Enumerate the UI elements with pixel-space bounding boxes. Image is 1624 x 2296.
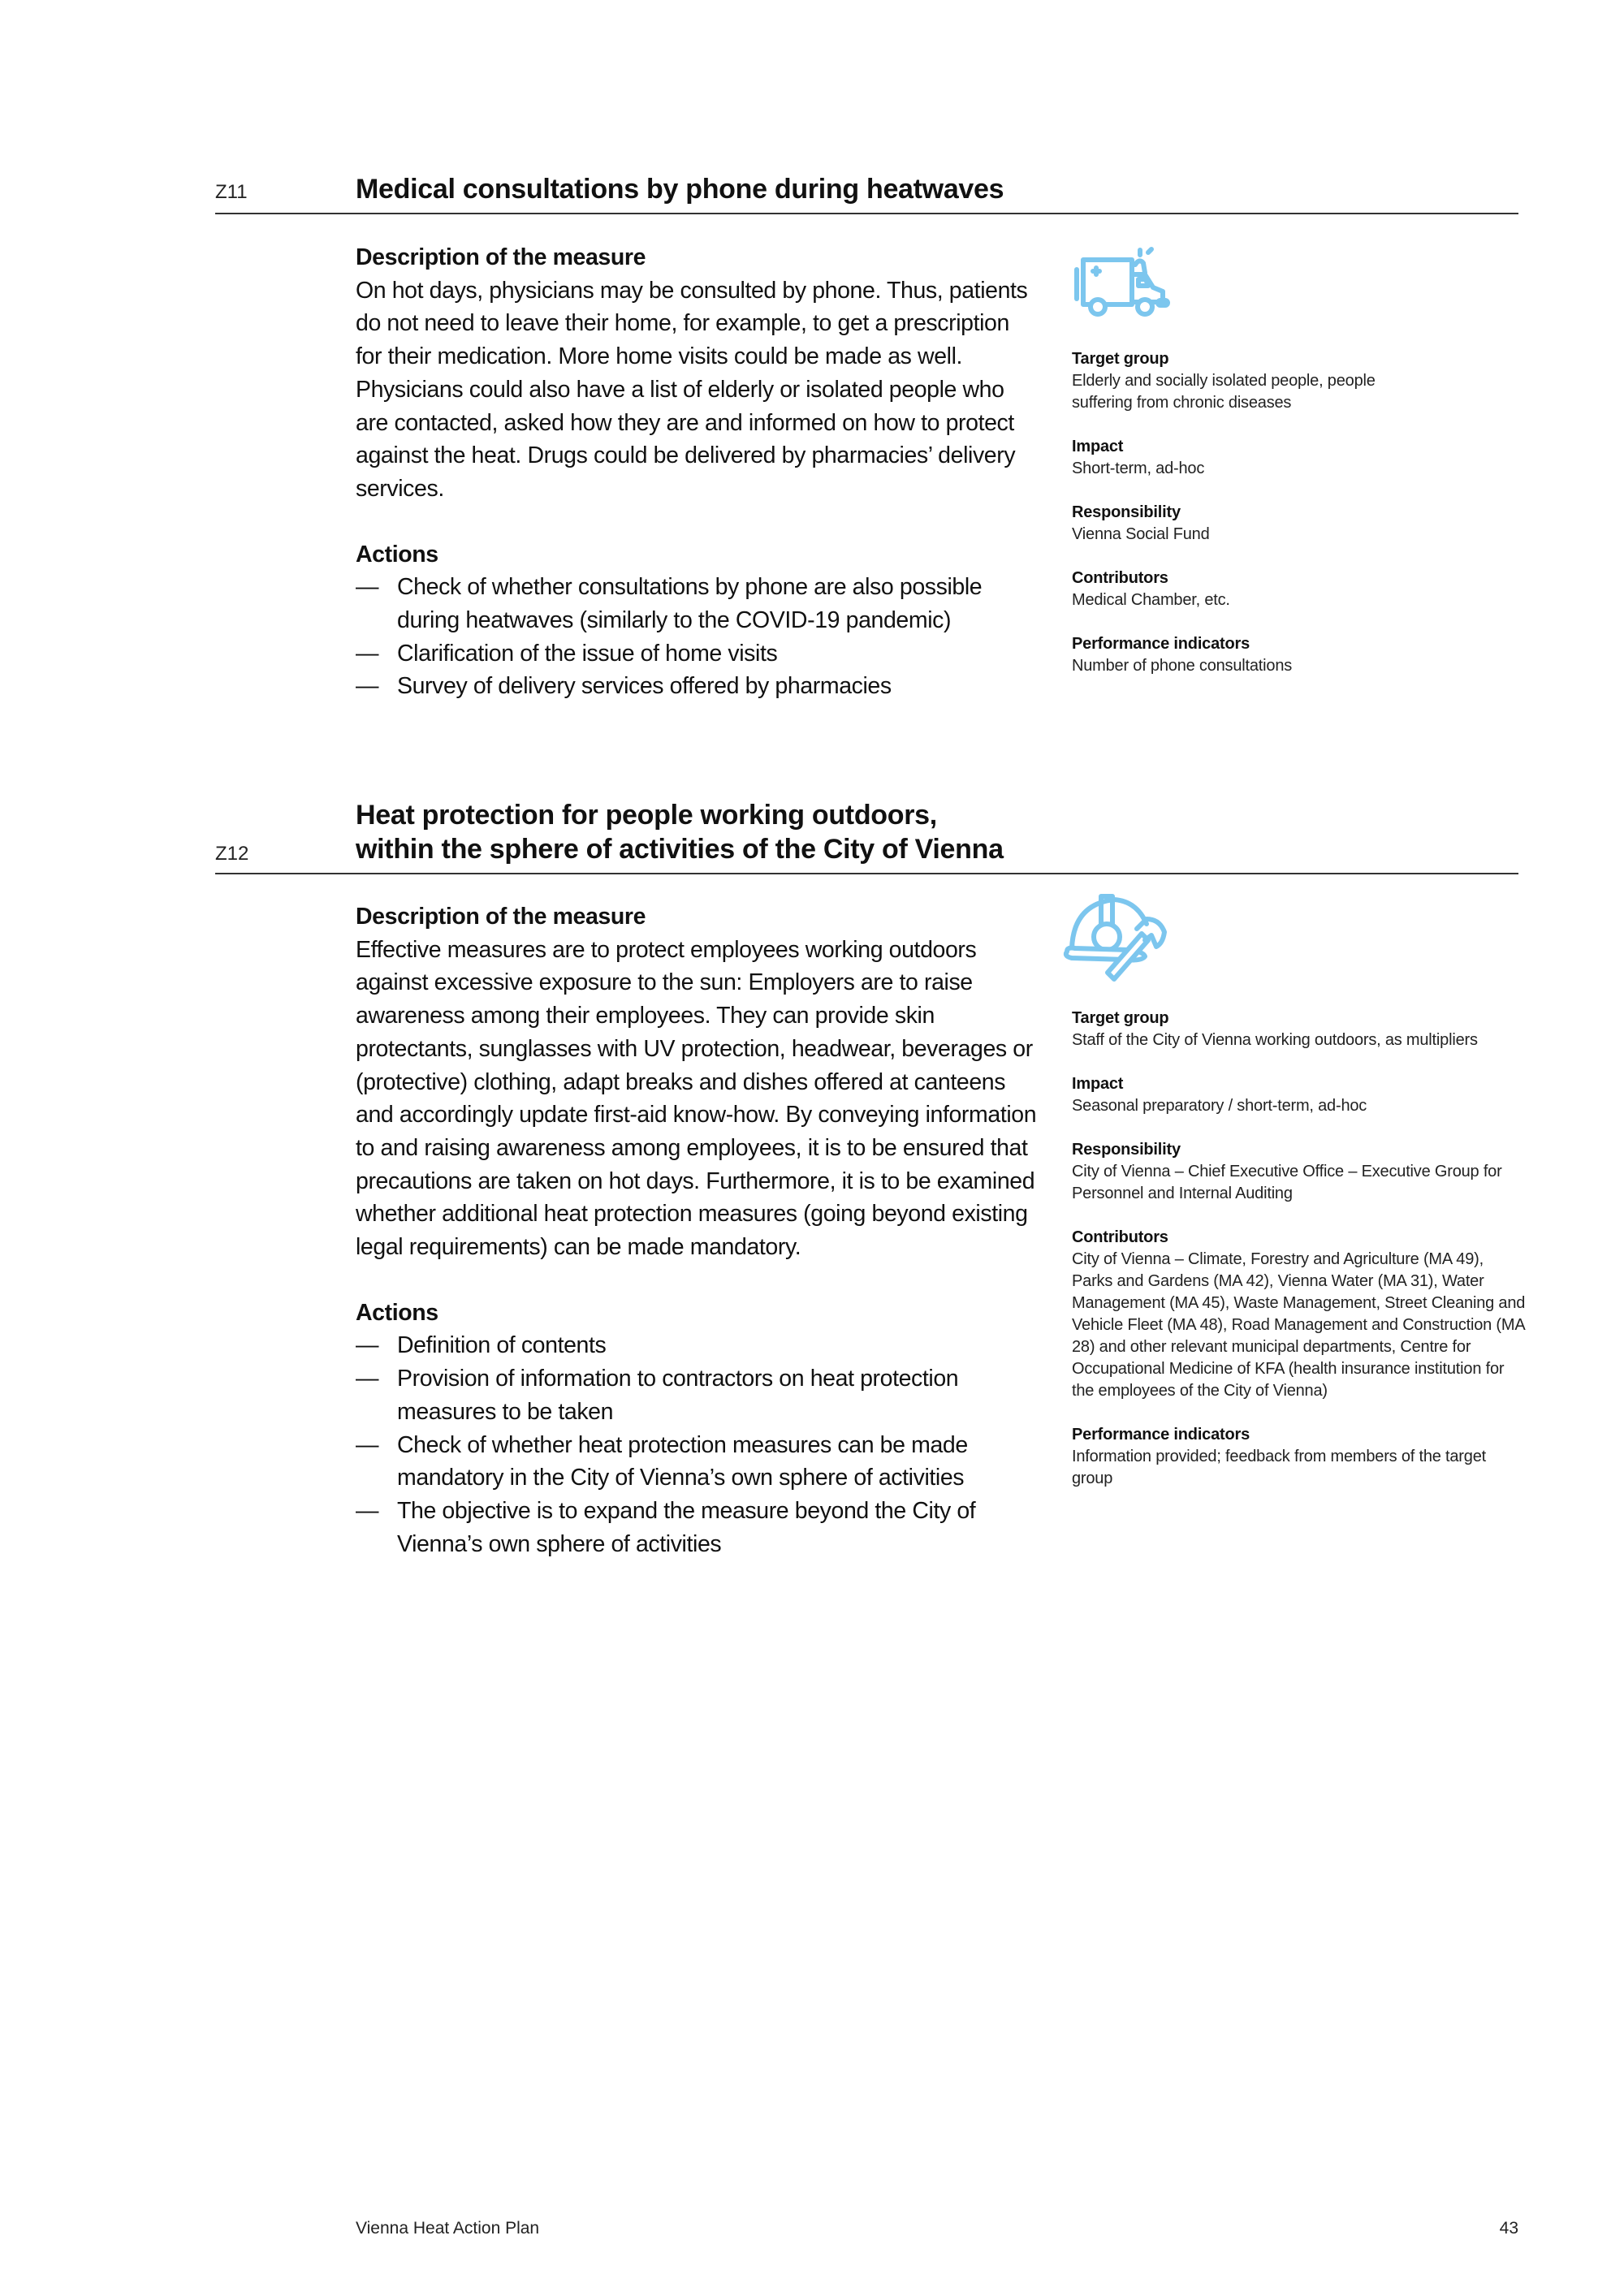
detail-label: Target group [1072,1009,1169,1027]
dash-bullet: — [356,673,379,700]
action-item [356,1495,1038,1560]
footer-publication-title: Vienna Heat Action Plan [356,2219,540,2238]
detail-label: Contributors [1072,1228,1168,1246]
detail-label: Responsibility [1072,1141,1181,1159]
measure-details [1072,348,1527,699]
page-number: 43 [1499,2219,1518,2238]
action-text: Check of whether consultations by phone are also possible during heatwaves (similarly to the COVID-19 pandemic) [397,574,983,634]
measure-details [1072,1008,1527,1512]
description-text: On hot days, physicians may be consulted by phone. Thus, patients do not need to leave their home, for example, to get a prescription for their medication. More home visits could be made as well. Physicians could also have a list of elderly or isolated people who are contacted, asked how they are and informed on how to protect against the heat. Drugs could be delivered by pharmacies’ delivery services. [356,277,1028,502]
detail-target-group [1072,1008,1527,1051]
detail-label: Impact [1072,1075,1124,1093]
detail-label: Responsibility [1072,503,1181,521]
detail-value: Staff of the City of Vienna working outdoors, as multipliers [1072,1031,1478,1049]
detail-impact [1072,436,1527,480]
detail-value: Number of phone consultations [1072,657,1293,675]
action-item [356,571,1038,637]
dash-bullet: — [356,1332,379,1359]
actions-heading: Actions [356,1299,438,1326]
detail-target-group [1072,348,1527,414]
action-item [356,1429,1038,1495]
measure-title [356,798,1004,866]
detail-value: City of Vienna – Climate, Forestry and Agriculture (MA 49), Parks and Gardens (MA 42), Vienna Water (MA 31), Water Management (MA 45), Waste Management, Street Cleaning and Vehicle Fleet (MA 48), Road Management and Construction (MA 28) and other relevant municipal departments, Centre for Occupational Medicine of KFA (health insurance institution for the employees of the City of Vienna) [1072,1250,1526,1400]
action-text: The objective is to expand the measure beyond the City of Vienna’s own sphere of activities [397,1497,976,1557]
action-item [356,670,1038,703]
measure-main-column [356,241,1038,703]
measure-code: Z12 [215,843,249,865]
detail-responsibility [1072,502,1527,546]
action-text: Clarification of the issue of home visits [397,640,778,667]
detail-value: City of Vienna – Chief Executive Office – Executive Group for Personnel and Internal Auditing [1072,1163,1502,1202]
action-item [356,637,1038,671]
title-line: Heat protection for people working outdoors, [356,800,937,831]
detail-value: Seasonal preparatory / short-term, ad-hoc [1072,1097,1367,1115]
divider [215,213,1518,214]
actions-block [356,538,1038,704]
detail-contributors [1072,1227,1527,1402]
detail-value: Information provided; feedback from members of the target group [1072,1448,1486,1487]
title-line: within the sphere of activities of the City of Vienna [356,834,1004,865]
dash-bullet: — [356,574,379,601]
dash-bullet: — [356,1431,379,1458]
measure-code: Z11 [215,181,248,203]
divider [215,873,1518,874]
ambulance-icon [1064,240,1177,318]
actions-block [356,1297,1038,1561]
action-text: Survey of delivery services offered by pharmacies [397,673,892,700]
detail-label: Impact [1072,438,1124,455]
action-text: Provision of information to contractors on heat protection measures to be taken [397,1366,959,1425]
detail-label: Target group [1072,350,1169,368]
dash-bullet: — [356,1497,379,1524]
detail-impact [1072,1073,1527,1117]
description-text: Effective measures are to protect employees working outdoors against excessive exposure to the sun: Employers are to raise awareness among their employees. They can provide skin protectants, sunglasses with UV protection, headwear, beverages or (protective) clothing, adapt breaks and dishes offered at canteens and accordingly update first-aid know-how. By conveying information to and raising awareness among employees, it is to be ensured that precautions are taken on hot days. Furthermore, it is to be examined whether additional heat protection measures (going beyond existing legal requirements) can be made mandatory. [356,936,1037,1261]
dash-bullet: — [356,1366,379,1392]
action-text: Definition of contents [397,1332,607,1359]
detail-label: Contributors [1072,569,1168,587]
action-item [356,1362,1038,1428]
hard-hat-hammer-icon [1056,893,1177,990]
title-line: Medical consultations by phone during heatwaves [356,174,1004,205]
detail-performance-indicators [1072,1424,1527,1490]
action-text: Check of whether heat protection measures can be made mandatory in the City of Vienna’s own sphere of activities [397,1431,968,1491]
description-heading: Description of the measure [356,244,646,270]
detail-value: Short-term, ad-hoc [1072,460,1205,477]
detail-value: Vienna Social Fund [1072,525,1210,543]
measure-main-column [356,900,1038,1560]
detail-contributors [1072,568,1527,611]
detail-responsibility [1072,1139,1527,1205]
detail-performance-indicators [1072,633,1527,677]
detail-value: Medical Chamber, etc. [1072,591,1230,609]
detail-label: Performance indicators [1072,1426,1250,1444]
detail-label: Performance indicators [1072,635,1250,653]
description-heading: Description of the measure [356,904,646,930]
dash-bullet: — [356,640,379,667]
actions-heading: Actions [356,541,438,568]
detail-value: Elderly and socially isolated people, people suffering from chronic diseases [1072,372,1376,412]
action-item [356,1329,1038,1362]
measure-title [356,172,1004,206]
